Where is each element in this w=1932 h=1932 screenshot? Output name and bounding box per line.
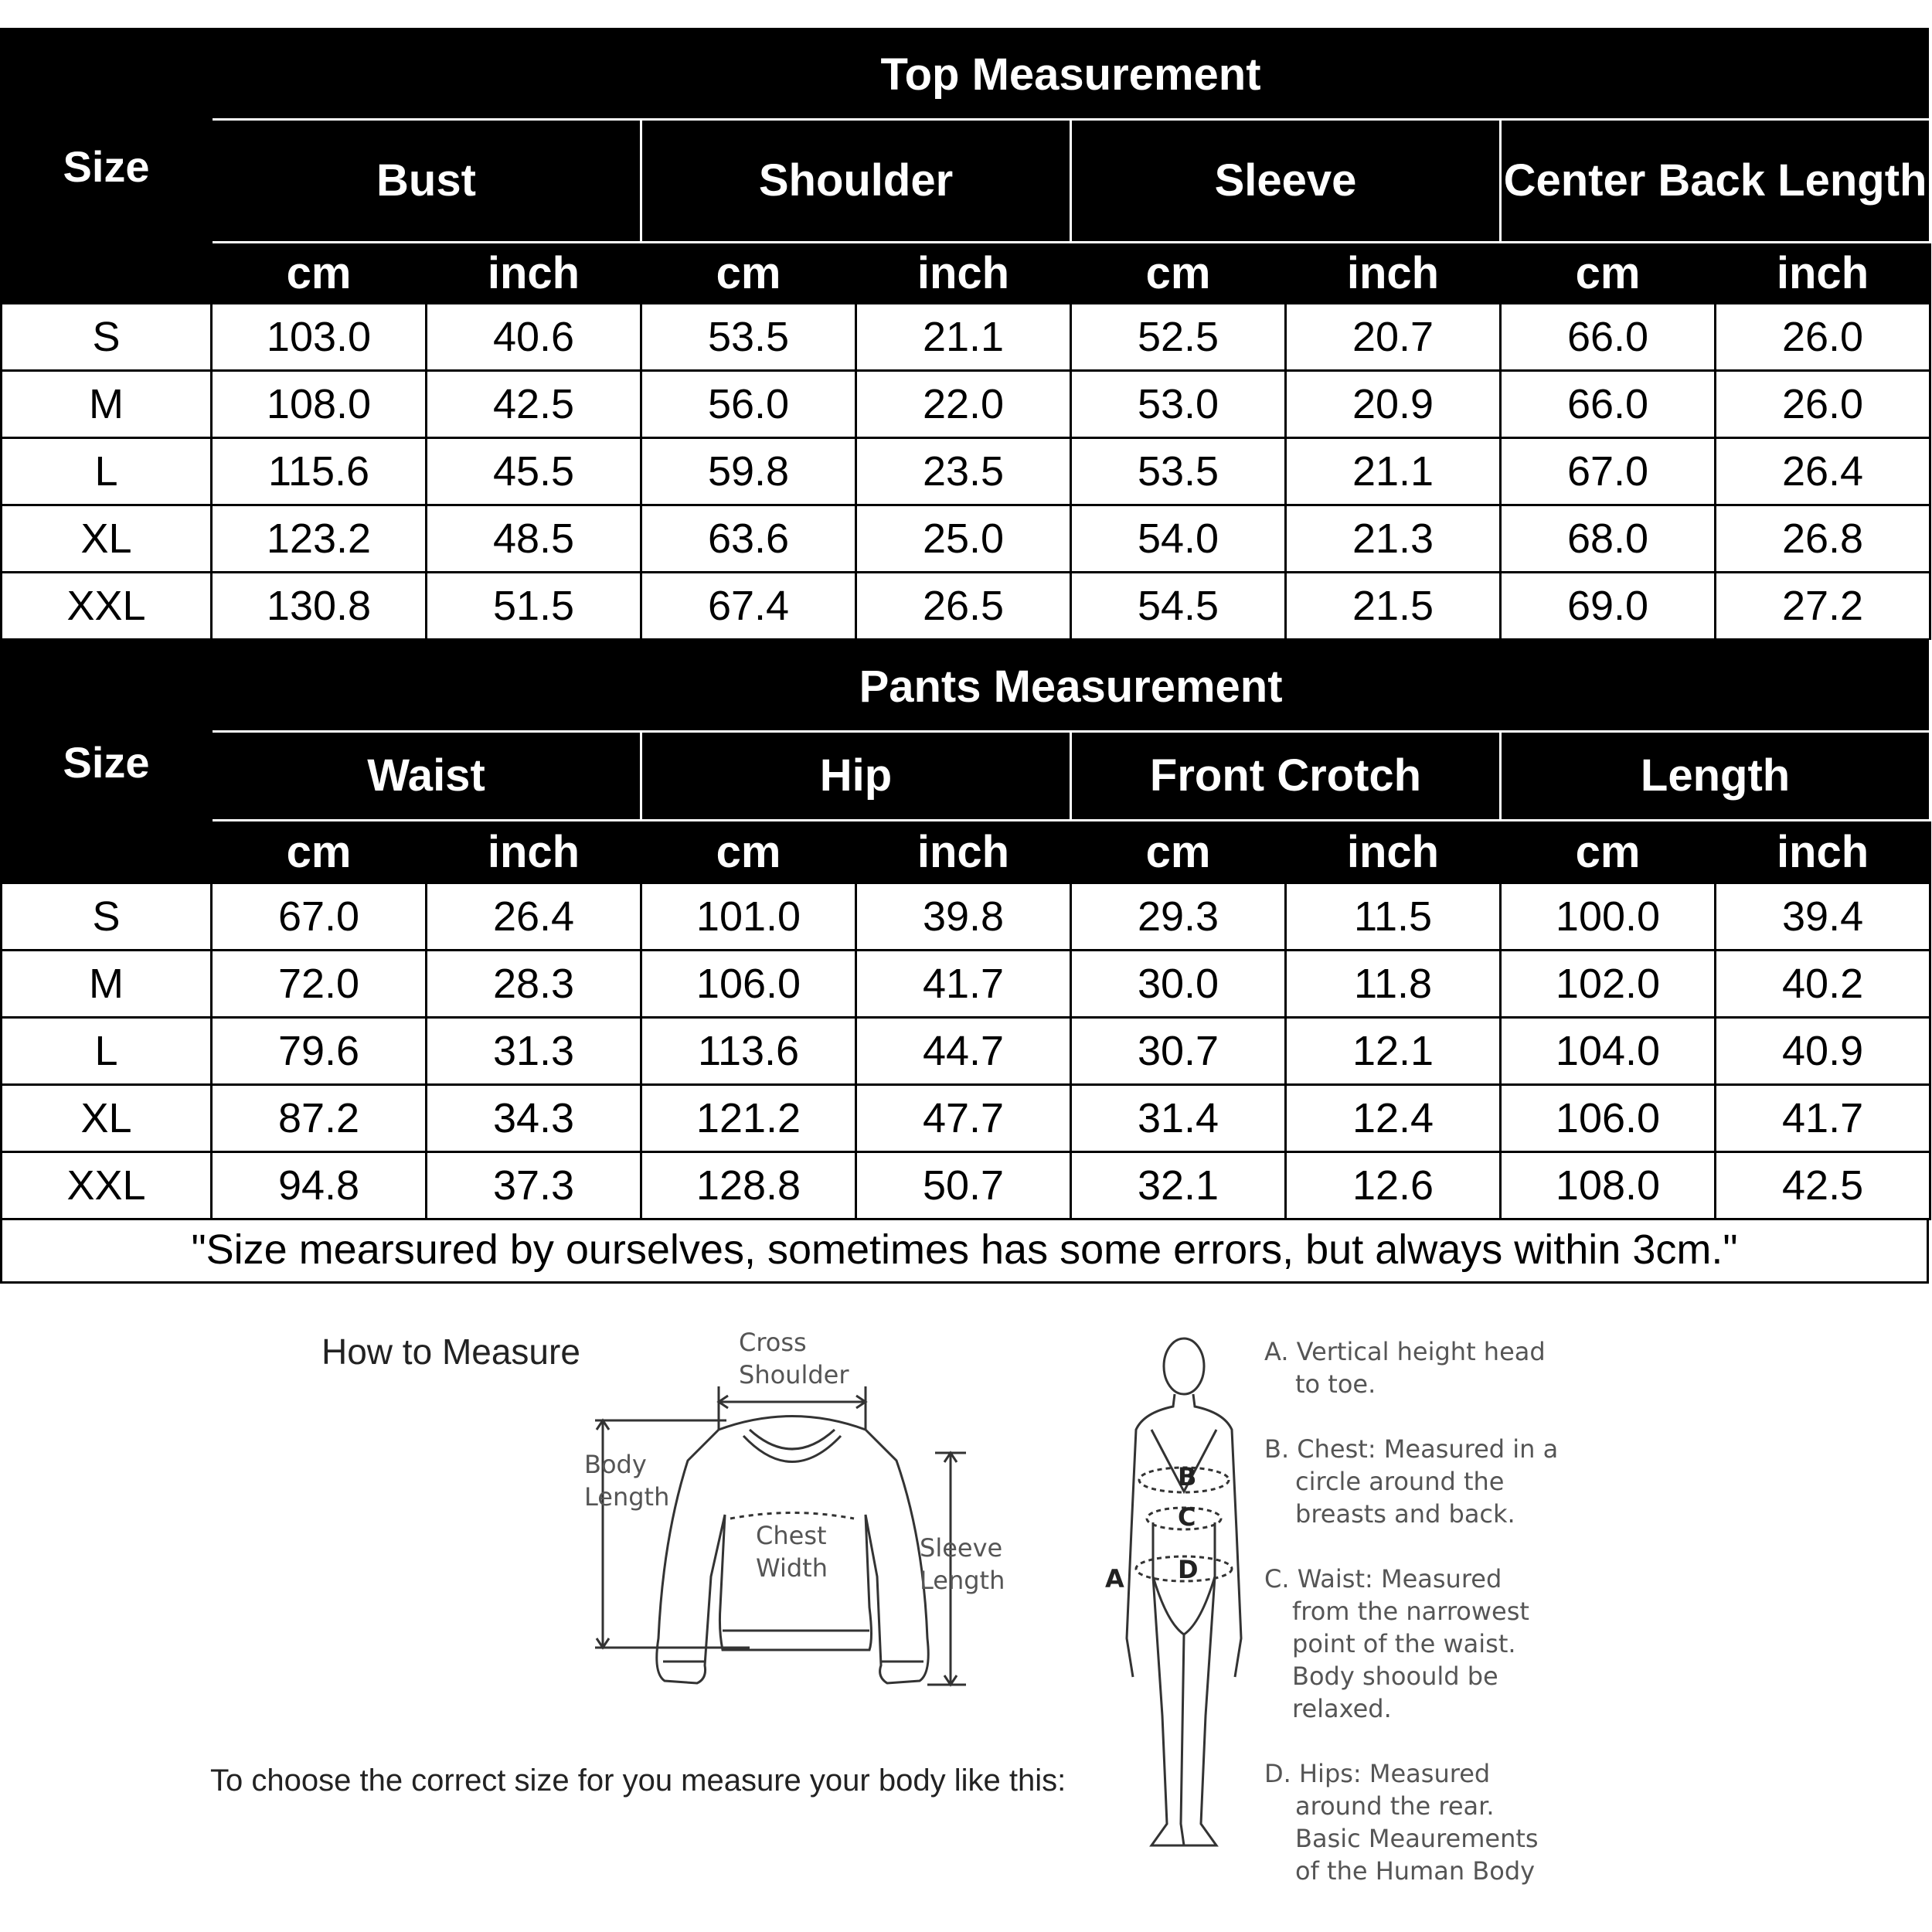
measurement-cell: 31.3: [427, 1018, 641, 1085]
size-cell: M: [2, 371, 212, 438]
measurement-cell: 100.0: [1501, 883, 1716, 951]
cross-shoulder-label: Cross Shoulder: [739, 1328, 849, 1389]
measurement-cell: 11.8: [1286, 951, 1501, 1018]
measurement-cell: 21.5: [1286, 573, 1501, 640]
measurement-cell: 69.0: [1501, 573, 1716, 640]
measurement-cell: 12.6: [1286, 1152, 1501, 1219]
measurement-cell: 102.0: [1501, 951, 1716, 1018]
measurement-cell: 12.1: [1286, 1018, 1501, 1085]
size-header: Size: [2, 29, 212, 304]
measurement-cell: 67.0: [212, 883, 427, 951]
table-row: [2, 438, 1930, 505]
unit-header: cm: [641, 821, 856, 883]
measurement-cell: 41.7: [1716, 1085, 1930, 1152]
description-b: B. Chest: Measured in a circle around the breasts and back.: [1264, 1434, 1559, 1529]
description-d: D. Hips: Measured around the rear. Basic Meaurements of the Human Body: [1264, 1759, 1539, 1886]
column-group-header: Front Crotch: [1071, 732, 1501, 821]
chest-width-label: Chest Width: [756, 1521, 828, 1583]
measurement-cell: 54.0: [1071, 505, 1286, 573]
unit-header: cm: [212, 821, 427, 883]
measurement-cell: 40.9: [1716, 1018, 1930, 1085]
unit-header: inch: [1716, 821, 1930, 883]
measurement-cell: 63.6: [641, 505, 856, 573]
measurement-cell: 106.0: [1501, 1085, 1716, 1152]
measurement-cell: 67.0: [1501, 438, 1716, 505]
size-cell: M: [2, 951, 212, 1018]
table-row: [2, 951, 1930, 1018]
marker-a: A: [1105, 1564, 1124, 1594]
table-row: [2, 505, 1930, 573]
measurement-cell: 45.5: [427, 438, 641, 505]
measurement-cell: 20.9: [1286, 371, 1501, 438]
measurement-cell: 87.2: [212, 1085, 427, 1152]
size-cell: L: [2, 438, 212, 505]
measurement-cell: 40.2: [1716, 951, 1930, 1018]
measurement-cell: 30.7: [1071, 1018, 1286, 1085]
measurement-cell: 66.0: [1501, 304, 1716, 371]
column-group-header: Shoulder: [641, 120, 1071, 243]
measurement-cell: 59.8: [641, 438, 856, 505]
measurement-cell: 51.5: [427, 573, 641, 640]
measurement-cell: 41.7: [856, 951, 1071, 1018]
measurement-cell: 40.6: [427, 304, 641, 371]
measurement-cell: 27.2: [1716, 573, 1930, 640]
measurement-cell: 37.3: [427, 1152, 641, 1219]
measurement-cell: 21.1: [856, 304, 1071, 371]
measurement-cell: 50.7: [856, 1152, 1071, 1219]
measurement-cell: 72.0: [212, 951, 427, 1018]
measurement-cell: 20.7: [1286, 304, 1501, 371]
measurement-cell: 23.5: [856, 438, 1071, 505]
size-cell: L: [2, 1018, 212, 1085]
measurement-cell: 79.6: [212, 1018, 427, 1085]
description-c: C. Waist: Measured from the narrowest point of the waist. Body shoould be relaxed.: [1264, 1564, 1529, 1723]
measurement-cell: 29.3: [1071, 883, 1286, 951]
measurement-cell: 128.8: [641, 1152, 856, 1219]
unit-header: inch: [856, 821, 1071, 883]
measurement-cell: 32.1: [1071, 1152, 1286, 1219]
measurement-cell: 52.5: [1071, 304, 1286, 371]
measurement-cell: 11.5: [1286, 883, 1501, 951]
table-row: [2, 573, 1930, 640]
measurement-cell: 67.4: [641, 573, 856, 640]
measurement-cell: 94.8: [212, 1152, 427, 1219]
measurement-cell: 26.5: [856, 573, 1071, 640]
measurement-cell: 26.4: [1716, 438, 1930, 505]
table-row: [2, 1018, 1930, 1085]
measurement-cell: 108.0: [1501, 1152, 1716, 1219]
measurement-cell: 106.0: [641, 951, 856, 1018]
measurement-cell: 121.2: [641, 1085, 856, 1152]
measurement-cell: 21.1: [1286, 438, 1501, 505]
column-group-header: Center Back Length: [1501, 120, 1930, 243]
table-row: [2, 883, 1930, 951]
measurement-cell: 53.5: [1071, 438, 1286, 505]
measurement-cell: 31.4: [1071, 1085, 1286, 1152]
measurement-cell: 130.8: [212, 573, 427, 640]
measurement-cell: 123.2: [212, 505, 427, 573]
table-title: Pants Measurement: [212, 641, 1930, 732]
unit-header: inch: [427, 243, 641, 304]
measurement-cell: 44.7: [856, 1018, 1071, 1085]
column-group-header: Bust: [212, 120, 641, 243]
size-cell: S: [2, 304, 212, 371]
size-cell: XL: [2, 505, 212, 573]
measurement-cell: 25.0: [856, 505, 1071, 573]
measurement-cell: 53.5: [641, 304, 856, 371]
table-row: [2, 1152, 1930, 1219]
measurement-cell: 12.4: [1286, 1085, 1501, 1152]
unit-header: inch: [1286, 243, 1501, 304]
column-group-header: Hip: [641, 732, 1071, 821]
table-title: Top Measurement: [212, 29, 1930, 120]
measurement-cell: 42.5: [1716, 1152, 1930, 1219]
measurement-cell: 34.3: [427, 1085, 641, 1152]
measurement-cell: 39.4: [1716, 883, 1930, 951]
unit-header: cm: [641, 243, 856, 304]
size-header: Size: [2, 641, 212, 883]
column-group-header: Sleeve: [1071, 120, 1501, 243]
table-row: [2, 1085, 1930, 1152]
measurement-cell: 21.3: [1286, 505, 1501, 573]
size-cell: XXL: [2, 573, 212, 640]
marker-b: B: [1178, 1462, 1197, 1492]
description-a: A. Vertical height head to toe.: [1264, 1337, 1546, 1399]
sleeve-length-label: Sleeve Length: [920, 1533, 1005, 1595]
measurement-cell: 68.0: [1501, 505, 1716, 573]
unit-header: cm: [1071, 243, 1286, 304]
measurement-cell: 48.5: [427, 505, 641, 573]
measurement-cell: 103.0: [212, 304, 427, 371]
measurement-cell: 54.5: [1071, 573, 1286, 640]
measurement-cell: 47.7: [856, 1085, 1071, 1152]
unit-header: inch: [856, 243, 1071, 304]
unit-header: cm: [212, 243, 427, 304]
measurement-cell: 66.0: [1501, 371, 1716, 438]
unit-header: cm: [1071, 821, 1286, 883]
measurement-note: "Size mearsured by ourselves, sometimes has some errors, but always within 3cm.": [0, 1219, 1929, 1284]
marker-c: C: [1178, 1502, 1196, 1532]
measurement-cell: 104.0: [1501, 1018, 1716, 1085]
pants-measurement-table: [0, 640, 1931, 1220]
column-group-header: Length: [1501, 732, 1930, 821]
measurement-cell: 30.0: [1071, 951, 1286, 1018]
measurement-cell: 56.0: [641, 371, 856, 438]
column-group-header: Waist: [212, 732, 641, 821]
unit-header: cm: [1501, 821, 1716, 883]
measurement-cell: 42.5: [427, 371, 641, 438]
measurement-cell: 39.8: [856, 883, 1071, 951]
how-to-measure-heading: How to Measure: [321, 1332, 580, 1372]
measurement-cell: 26.0: [1716, 371, 1930, 438]
body-length-label: Body Length: [584, 1450, 670, 1512]
unit-header: inch: [427, 821, 641, 883]
unit-header: inch: [1286, 821, 1501, 883]
measurement-cell: 113.6: [641, 1018, 856, 1085]
measurement-cell: 26.8: [1716, 505, 1930, 573]
body-figure-illustration: [1097, 1329, 1252, 1862]
measurement-cell: 26.4: [427, 883, 641, 951]
measurement-cell: 28.3: [427, 951, 641, 1018]
top-measurement-table: [0, 28, 1931, 641]
measurement-cell: 26.0: [1716, 304, 1930, 371]
measurement-cell: 101.0: [641, 883, 856, 951]
table-row: [2, 304, 1930, 371]
measurement-cell: 108.0: [212, 371, 427, 438]
size-cell: XL: [2, 1085, 212, 1152]
instruction-text: To choose the correct size for you measure your body like this:: [210, 1764, 1066, 1798]
size-cell: XXL: [2, 1152, 212, 1219]
table-row: [2, 371, 1930, 438]
measurement-cell: 53.0: [1071, 371, 1286, 438]
size-cell: S: [2, 883, 212, 951]
unit-header: cm: [1501, 243, 1716, 304]
unit-header: inch: [1716, 243, 1930, 304]
marker-d: D: [1178, 1555, 1199, 1584]
measurement-cell: 22.0: [856, 371, 1071, 438]
measurement-cell: 115.6: [212, 438, 427, 505]
